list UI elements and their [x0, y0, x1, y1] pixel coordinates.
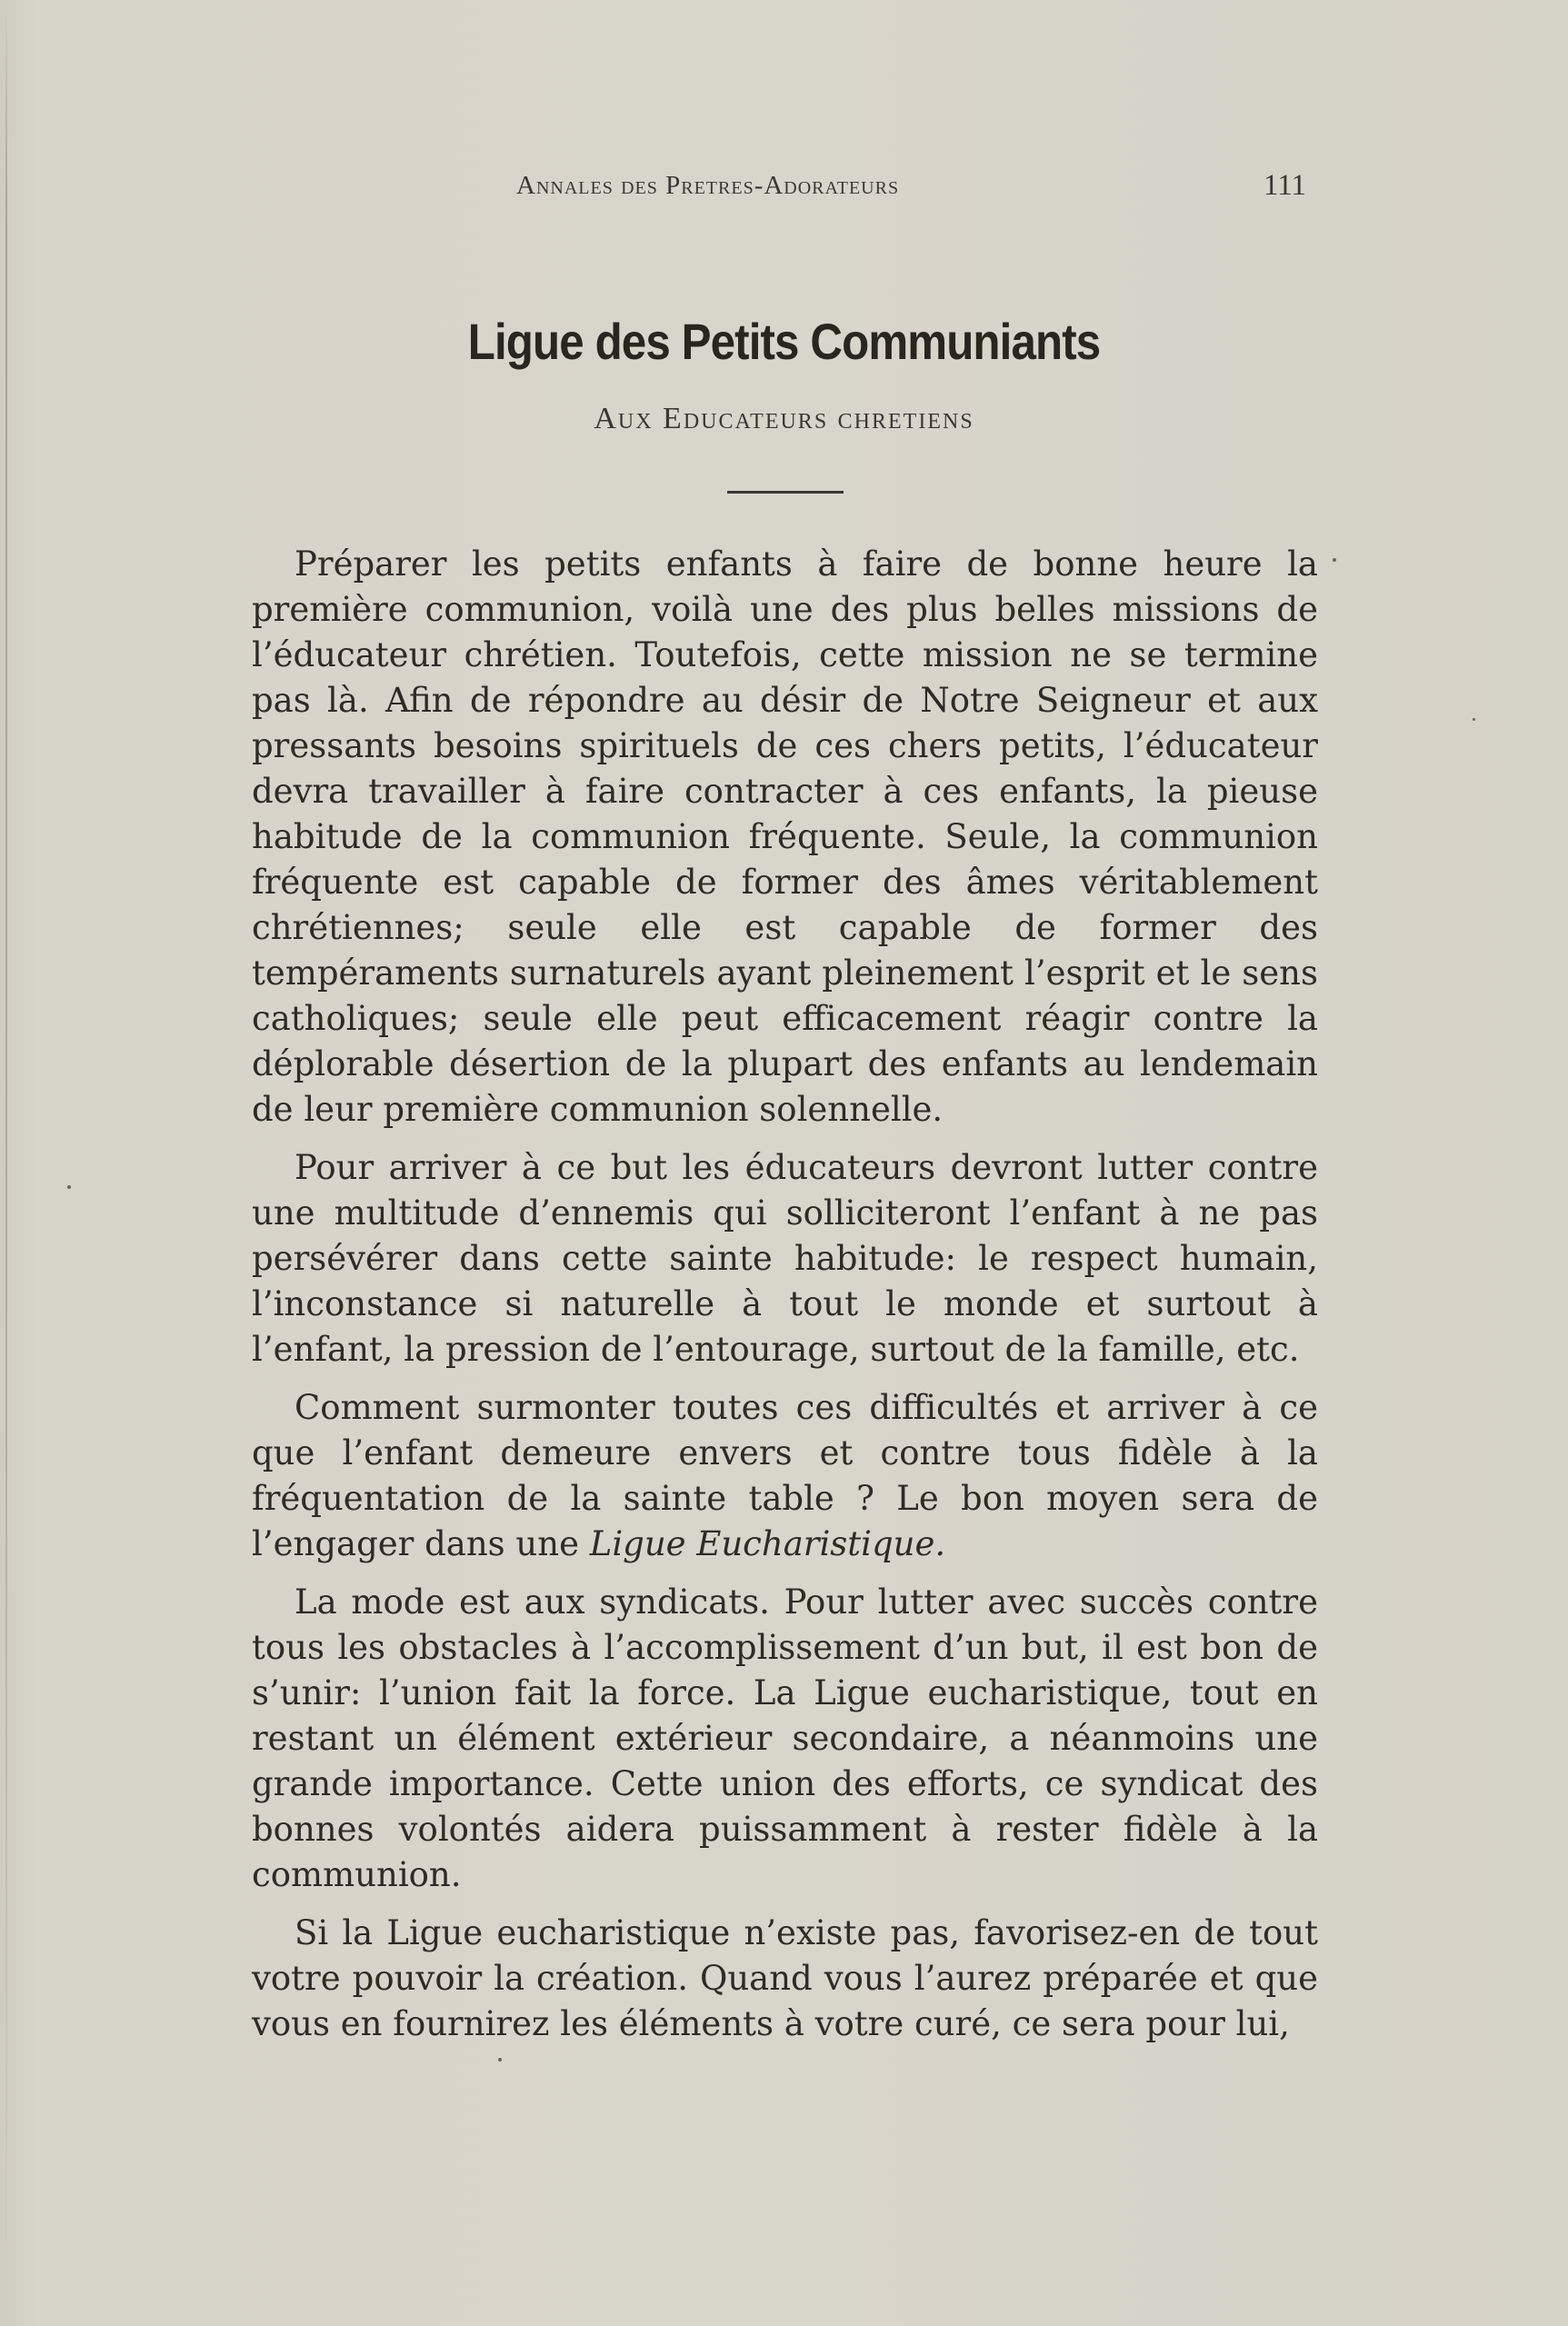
paragraph-3	[252, 1385, 1318, 1567]
paragraph-4: La mode est aux syndicats. Pour lutter avec succès contre tous les obstacles à l’accomplissement d’un but, il est bon de s’unir: l’union fait la force. La Ligue eucharistique, tout en restant un élément extérieur secondaire, a néanmoins une grande importance. Cette union des efforts, ce syndicat des bonnes volontés aidera puissamment à rester fidèle à la communion.	[252, 1582, 1318, 1894]
italic-phrase: Ligue Eucharistique.	[589, 1524, 946, 1563]
article-body	[252, 542, 1318, 2060]
paragraph-2: Pour arriver à ce but les éducateurs devront lutter contre une multitude d’ennemis qui solliciteront l’enfant à ne pas persévérer dans cette sainte habitude: le respect humain, l’inconstance si naturelle à tout le monde et surtout à l’enfant, la pression de l’entourage, surtout de la famille, etc.	[252, 1148, 1318, 1369]
article-subtitle: Aux Educateurs chretiens	[594, 402, 974, 435]
article-title: Ligue des Petits Communiants	[467, 313, 1101, 370]
page-number: 111	[1263, 169, 1307, 202]
paper-speck	[1473, 718, 1475, 721]
title-divider	[727, 491, 844, 494]
running-head: Annales des Pretres-Adorateurs	[516, 171, 900, 200]
paragraph-3-text: Comment surmonter toutes ces difficultés et arriver à ce que l’enfant demeure envers et contre tous fidèle à la fréquentation de la sainte table ? Le bon moyen sera de l’engager dans une	[252, 1388, 1318, 1563]
page-edge-shadow	[5, 0, 7, 2326]
paper-speck	[1333, 558, 1336, 562]
paper-speck	[67, 1185, 71, 1189]
paragraph-5: Si la Ligue eucharistique n’existe pas, favorisez-en de tout votre pouvoir la création. Quand vous l’aurez préparée et que vous en fournirez les éléments à votre curé, ce sera pour lui,	[252, 1913, 1318, 2043]
paper-speck	[498, 2058, 502, 2061]
paragraph-1: Préparer les petits enfants à faire de bonne heure la première communion, voilà une des plus belles missions de l’éducateur chrétien. Toutefois, cette mission ne se termine pas là. Afin de répondre au désir de Notre Seigneur et aux pressants besoins spirituels de ces chers petits, l’éducateur devra travailler à faire contracter à ces enfants, la pieuse habitude de la communion fréquente. Seule, la communion fréquente est capable de former des âmes véritablement chrétiennes; seule elle est capable de former des tempéraments surnaturels ayant pleinement l’esprit et le sens catholiques; seule elle peut efficacement réagir contre la déplorable désertion de la plupart des enfants au lendemain de leur première communion solennelle.	[252, 544, 1318, 1129]
